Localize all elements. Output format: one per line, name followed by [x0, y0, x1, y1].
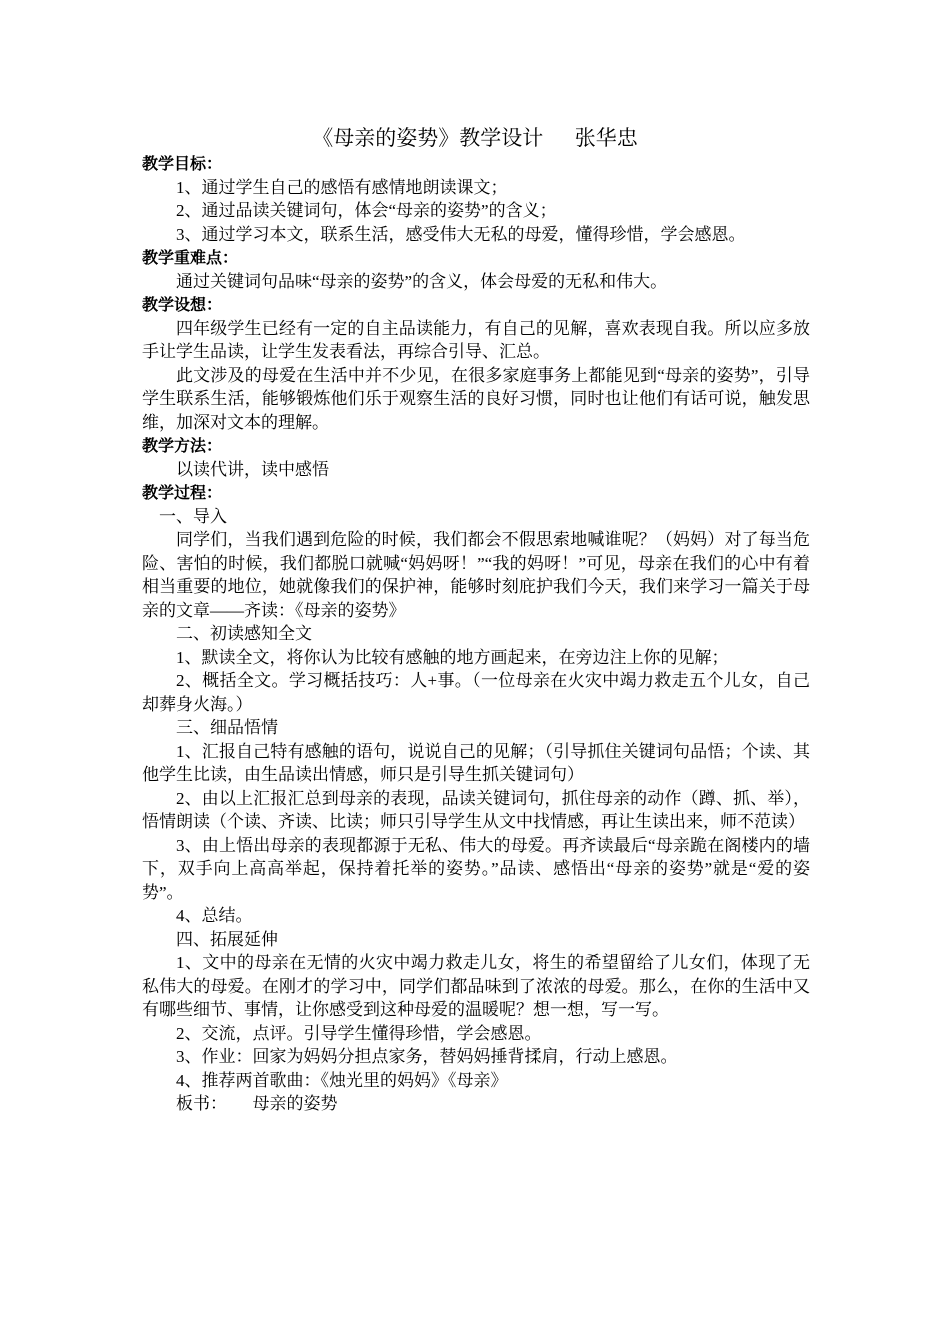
heading-teaching-process: 教学过程：	[142, 483, 223, 502]
process-step-4-heading: 四、拓展延伸	[176, 929, 278, 949]
process-step-4-item-1: 1、文中的母亲在无情的火灾中竭力救走儿女，将生的希望留给了儿女们，体现了无私伟大的母爱。在刚才的学习中，同学们都品味到了浓浓的母爱。那么，在你的生活中又有哪些细节、事情，让你感受到这种母爱的温暖呢？想一想，写一写。	[142, 953, 810, 1019]
key-point-text: 通过关键词句品味“母亲的姿势”的含义，体会母爱的无私和伟大。	[176, 271, 668, 291]
document-title: 《母亲的姿势》教学设计 张华忠	[312, 126, 638, 150]
process-step-3-item-1: 1、汇报自己特有感触的语句，说说自己的见解；（引导抓住关键词句品悟；个读、其他学生比读，由生品读出情感，师只是引导生抓关键词句）	[142, 741, 810, 784]
idea-paragraph-1: 四年级学生已经有一定的自主品读能力，有自己的见解，喜欢表现自我。所以应多放手让学生品读，让学生发表看法，再综合引导、汇总。	[142, 318, 810, 361]
heading-teaching-idea: 教学设想：	[142, 295, 223, 314]
method-text: 以读代讲，读中感悟	[176, 459, 329, 479]
process-step-3-item-2: 2、由以上汇报汇总到母亲的表现，品读关键词句，抓住母亲的动作（蹲、抓、举），悟情朗读（个读、齐读、比读；师只引导学生从文中找情感，再让生读出来，师不范读）	[142, 788, 810, 831]
board-writing: 板书： 母亲的姿势	[176, 1094, 338, 1113]
document-body	[142, 152, 810, 1116]
process-step-3-item-4: 4、总结。	[176, 906, 253, 925]
process-step-4-item-4: 4、推荐两首歌曲：《烛光里的妈妈》《母亲》	[176, 1070, 508, 1090]
heading-teaching-method: 教学方法：	[142, 436, 223, 455]
heading-key-points: 教学重难点：	[142, 248, 239, 267]
process-step-1-text: 同学们，当我们遇到危险的时候，我们都会不假思索地喊谁呢？（妈妈）对了每当危险、害怕的时候，我们都脱口就喊“妈妈呀！”“我的妈呀！”可见，母亲在我们的心中有着相当重要的地位，她就像我们的保护神，能够时刻庇护我们今天，我们来学习一篇关于母亲的文章——齐读：《母亲的姿势》	[142, 530, 810, 620]
process-step-1-heading: 一、导入	[159, 506, 227, 526]
process-step-4-item-3: 3、作业：回家为妈妈分担点家务，替妈妈捶背揉肩，行动上感恩。	[176, 1047, 678, 1066]
process-step-2-item-2: 2、概括全文。学习概括技巧：人+事。（一位母亲在火灾中竭力救走五个儿女，自己却葬身火海。）	[142, 671, 810, 714]
goal-item-2: 2、通过品读关键词句，体会“母亲的姿势”的含义；	[176, 201, 557, 220]
idea-paragraph-2: 此文涉及的母爱在生活中并不少见，在很多家庭事务上都能见到“母亲的姿势”，引导学生联系生活，能够锻炼他们乐于观察生活的良好习惯，同时也让他们有话可说，触发思维，加深对文本的理解。	[142, 365, 810, 432]
process-step-2-heading: 二、初读感知全文	[176, 624, 312, 643]
goal-item-3: 3、通过学习本文，联系生活，感受伟大无私的母爱，懂得珍惜，学会感恩。	[176, 224, 746, 244]
process-step-3-item-3: 3、由上悟出母亲的表现都源于无私、伟大的母爱。再齐读最后“母亲跪在阁楼内的墙下，双手向上高高举起，保持着托举的姿势。”品读、感悟出“母亲的姿势”就是“爱的姿势”。	[142, 835, 810, 902]
process-step-2-item-1: 1、默读全文，将你认为比较有感触的地方画起来，在旁边注上你的见解；	[176, 647, 729, 667]
process-step-3-heading: 三、细品悟情	[176, 718, 278, 737]
goal-item-1: 1、通过学生自己的感悟有感情地朗读课文；	[176, 177, 508, 197]
heading-teaching-goals: 教学目标：	[142, 154, 223, 173]
process-step-4-item-2: 2、交流，点评。引导学生懂得珍惜，学会感恩。	[176, 1023, 542, 1043]
